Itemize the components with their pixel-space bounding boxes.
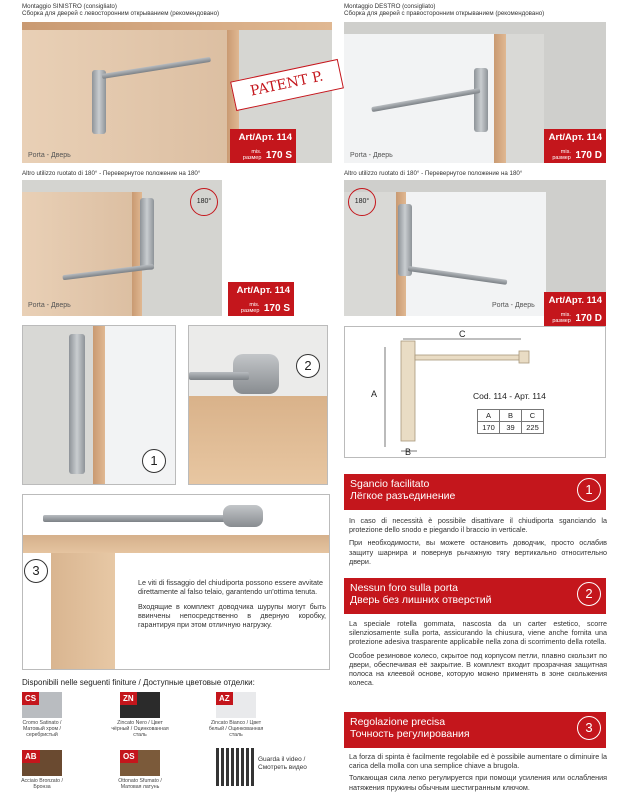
panel2-caption: [344, 3, 606, 17]
swatch-os: OS: [120, 750, 160, 776]
panel3-caption: Altro utilizzo ruotato di 180° - Перевернутое положение на 180°: [22, 170, 201, 177]
swatch-cs: CS: [22, 692, 62, 718]
section-1-number: 1: [577, 478, 601, 502]
swatch-az-caption: Zincato Bianco / Цвет белый / Оцинкованная сталь: [208, 720, 264, 738]
art-label: Art/Арт. 114: [548, 295, 602, 306]
panel1-caption-ru: Сборка для дверей с левосторонним открыванием (рекомендовано): [22, 10, 220, 18]
finishes-title: Disponibili nelle seguenti finiture / Доступные цветовые отделки:: [22, 678, 255, 687]
rotate-180-icon: 180°: [348, 188, 376, 216]
detail-number-2: 2: [296, 354, 320, 378]
patent-text: PATENT P.: [248, 68, 325, 100]
section-2-number: 2: [577, 582, 601, 606]
size-value: 170 S: [263, 303, 290, 314]
size-label: mis. размер: [240, 302, 260, 314]
door-closer: [92, 70, 106, 134]
panel4-caption: Altro utilizzo ruotato di 180° - Перевернутое положение на 180°: [344, 170, 523, 177]
porta-label: Porta - Дверь: [492, 302, 535, 309]
door-closer: [398, 204, 412, 276]
section-2-title-ru: Дверь без лишних отверстий: [350, 594, 492, 606]
art-label: Art/Арт. 114: [236, 285, 290, 296]
swatch-os-caption: Ottonato Sfumato / Матовая латунь: [118, 778, 162, 790]
fixing-text: [138, 578, 326, 629]
section-2-title-it: Nessun foro sulla porta: [350, 582, 458, 594]
detail-number-3: 3: [24, 559, 48, 583]
table-row: A B C: [478, 410, 544, 422]
section-3-number: 3: [577, 716, 601, 740]
swatch-cs-caption: Cromo Satinato / Матовый хром / серебристый: [22, 720, 62, 738]
swatch-az: AZ: [216, 692, 256, 718]
table-row: 170 39 225: [478, 422, 544, 434]
section-1-title-ru: Лёгкое разъединение: [350, 490, 456, 502]
detail-photo-2: [188, 325, 328, 485]
door-closer: [474, 68, 488, 132]
panel2-caption-it: Montaggio DESTRO (consigliato): [344, 3, 436, 10]
section-2-header: [344, 578, 606, 614]
art-label: Art/Арт. 114: [548, 132, 602, 143]
detail-number-1: 1: [142, 449, 166, 473]
panel1-caption: [22, 3, 332, 17]
qr-code[interactable]: [216, 748, 254, 786]
porta-label: Porta - Дверь: [28, 152, 71, 159]
size-label: mis. размер: [552, 149, 571, 161]
section-1-title-it: Sgancio facilitato: [350, 478, 430, 490]
swatch-zn: ZN: [120, 692, 160, 718]
porta-label: Porta - Дверь: [28, 302, 71, 309]
art-badge-3: [228, 282, 294, 316]
dimension-table: [477, 409, 544, 434]
section-1-header: [344, 474, 606, 510]
dim-label-c: C: [459, 329, 466, 339]
section-3-header: [344, 712, 606, 748]
size-label: mis. размер: [552, 312, 571, 324]
panel2-caption-ru: Сборка для дверей с правосторонним открыванием (рекомендовано): [344, 10, 545, 18]
size-value: 170 D: [575, 313, 602, 324]
size-value: 170 S: [265, 150, 292, 161]
section-3-body: La forza di spinta è facilmente regolabile ed è possibile aumentare o diminuire la carica della molla con una semplice chiave a brugola. Толкающая сила легко регулируется при помощи усиления или ослабления натяжения пружины обычным шестигранным ключом.: [349, 752, 607, 792]
swatch-ab-caption: Acciaio Bronzato / Бронза: [21, 778, 63, 790]
panel1-caption-it: Montaggio SINISTRO (consigliato): [22, 3, 117, 10]
size-value: 170 D: [575, 150, 602, 161]
fixing-text-ru: Входящие в комплект доводчика шурупы могут быть ввинчены непосредственно в дверную коробку, гарантируя при этом отличную нагрузку.: [138, 602, 326, 629]
section-1-body: In caso di necessità è possibile disattivare il chiudiporta sganciando la protezione dello snodo e piegando il braccio in verticale. При необходимости, вы можете остановить доводчик, просто ослабив защиту шарнира и повернув рычажную тягу вертикально относительно двери.: [349, 516, 607, 566]
video-link[interactable]: Guarda il video / Смотреть видео: [258, 756, 307, 771]
dimension-diagram: [344, 326, 606, 458]
door-closer: [69, 334, 85, 474]
porta-label: Porta - Дверь: [350, 152, 393, 159]
section-2-body: La speciale rotella gommata, nascosta da un carter estetico, scorre silenziosamente sulla porta, assicurando la chiusura, viene anche fornita una protezione adesiva trasparente applicabile nella zona di scorrimento della rotella. Особое резиновое колесо, скрытое под корпусом петли, плавно скользит по двери, обеспечивая её закрытие. В комплект входит прозрачная защитная полоса на клеевой основе, которую можно применять в зоне скольжения колеса.: [349, 619, 607, 688]
dim-label-a: A: [371, 389, 378, 399]
dim-label-b: B: [405, 447, 412, 457]
size-label: mis. размер: [242, 149, 262, 161]
fixing-text-it: Le viti di fissaggio del chiudiporta possono essere avvitate direttamente al falso telaio, garantendo un'ottima tenuta.: [138, 578, 323, 596]
art-badge-4: [544, 292, 606, 326]
swatch-ab: AB: [22, 750, 62, 776]
art-badge-1: [230, 129, 296, 163]
section-3-title-it: Regolazione precisa: [350, 716, 446, 728]
door-closer: [140, 198, 154, 270]
rotate-180-icon: 180°: [190, 188, 218, 216]
section-3-title-ru: Точность регулирования: [350, 728, 470, 740]
art-label: Art/Арт. 114: [238, 132, 292, 143]
art-badge-2: [544, 129, 606, 163]
swatch-zn-caption: Zincato Nero / Цвет чёрный / Оцинкованная сталь: [111, 720, 169, 738]
dim-code: Cod. 114 - Арт. 114: [473, 391, 546, 401]
